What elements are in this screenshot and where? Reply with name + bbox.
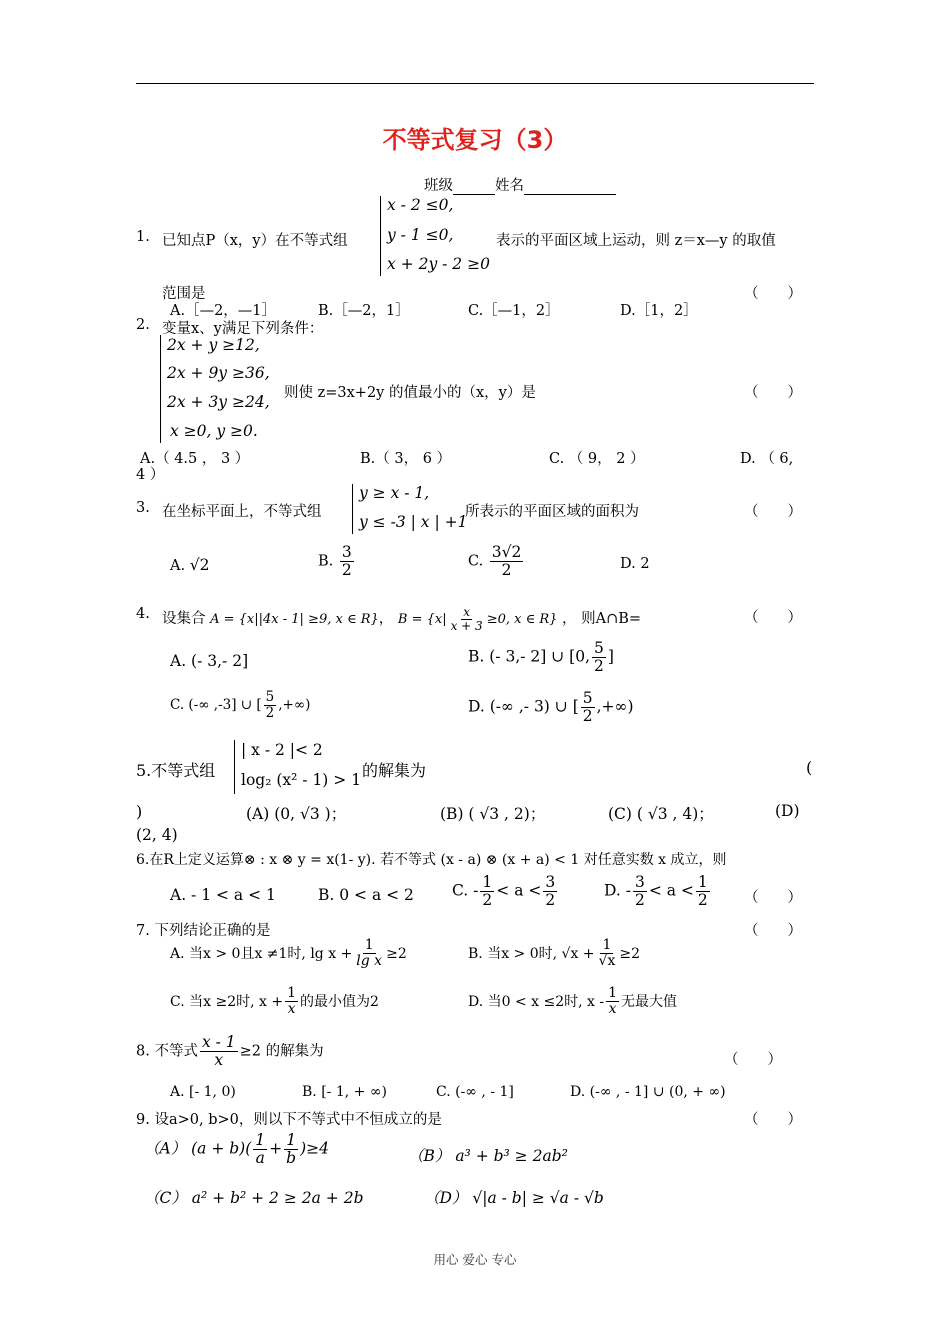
q5-option-d: (D) (775, 802, 800, 820)
q8-option-c: C. (-∞ , - 1] (436, 1084, 514, 1100)
q4-set-a: A = {x||4x - 1| ≥9, x ∈ R} (210, 612, 379, 628)
q3-number: 3. (136, 500, 150, 516)
q3-stem: 在坐标平面上，不等式组 (162, 504, 322, 520)
q5-option-a: (A) (0, √3 )； (246, 805, 347, 823)
header-rule (136, 83, 814, 84)
q1-option-c: C.［—1，2］ (468, 303, 560, 319)
q2-constraint-2: 2x + 9y ≥36, (167, 364, 270, 382)
page-title: 不等式复习（3） (382, 126, 568, 154)
q5-option-c: (C) ( √3 , 4)； (608, 805, 714, 823)
class-label: 班级 (424, 178, 453, 194)
q5-stem: 5.不等式组 (136, 761, 216, 780)
q8-stem: 8. 不等式 $\frac{x - 1}{x}$ ≥2 的解集为 (136, 1033, 324, 1070)
q8-option-b: B. [- 1, + ∞) (302, 1084, 387, 1100)
q4-answer-paren[interactable]: （ ） (744, 610, 802, 626)
q3-answer-paren[interactable]: （ ） (744, 504, 802, 520)
q1-stem-line2: 范围是 (162, 286, 206, 302)
q4-option-c: C. (-∞ ,-3] ∪ [ $\frac{5}{2}$ ,+∞) (170, 689, 311, 721)
q1-stem-tail: 表示的平面区域上运动，则 z＝x—y 的取值 (496, 233, 776, 249)
q5-answer-paren-open[interactable]: ( (806, 758, 813, 777)
q5-brace (234, 740, 235, 794)
q2-constraint-4: x ≥0, y ≥0. (170, 422, 258, 440)
q4-option-a: A. (- 3,- 2] (170, 652, 249, 670)
class-blank[interactable] (453, 194, 495, 195)
q6-stem: 6.在R上定义运算⊗ : x ⊗ y = x(1- y). 若不等式 (x - a) ⊗ (x + a) < 1 对任意实数 x 成立，则 (136, 852, 727, 868)
q2-brace (160, 335, 161, 443)
q4-option-b: B. (- 3,- 2] ∪ [0, $\frac{5}{2}$ ] (468, 639, 614, 676)
q4-number: 4. (136, 606, 150, 622)
q8-option-d: D. (-∞ , - 1] ∪ (0, + ∞) (570, 1084, 726, 1100)
q9-option-c: （C） a² + b² + 2 ≥ 2a + 2b (144, 1189, 364, 1207)
q7-option-c: C. 当x ≥2时, x + $\frac{1}{x}$ 的最小值为2 (170, 985, 379, 1018)
q3-option-a-value: √2 (189, 556, 210, 574)
q6-option-b: B. 0 < a < 2 (318, 886, 414, 904)
q2-question: 则使 z=3x+2y 的值最小的（x，y）是 (284, 385, 536, 401)
q6-option-a: A. - 1 < a < 1 (170, 886, 276, 904)
q2-constraint-1: 2x + y ≥12, (167, 336, 260, 354)
q1-number: 1. (136, 229, 150, 245)
q5-constraint-1: | x - 2 |< 2 (241, 741, 323, 759)
q8-answer-paren[interactable]: （ ） (724, 1052, 782, 1068)
q2-number: 2. (136, 317, 150, 333)
q7-answer-paren[interactable]: （ ） (744, 923, 802, 939)
q3-option-d: D. 2 (620, 556, 650, 572)
name-blank[interactable] (524, 194, 616, 195)
q6-option-d: D. - $\frac{3}{2}$ < a < $\frac{1}{2}$ (604, 873, 708, 910)
q4-option-d: D. (-∞ ,- 3) ∪ [ $\frac{5}{2}$ ,+∞) (468, 689, 634, 726)
q2-option-b: B.（ 3， 6 ） (360, 451, 452, 467)
q7-option-d: D. 当0 < x ≤2时, x - $\frac{1}{x}$ 无最大值 (468, 985, 678, 1018)
q6-option-c: C. - $\frac{1}{2}$ < a < $\frac{3}{2}$ (452, 873, 556, 910)
q9-stem: 9. 设a>0, b>0，则以下不等式中不恒成立的是 (136, 1112, 442, 1128)
q1-constraint-2: y - 1 ≤0, (387, 226, 454, 244)
q9-option-b: （B） a³ + b³ ≥ 2ab² (408, 1147, 568, 1165)
q1-stem: 已知点P（x，y）在不等式组 (162, 233, 348, 249)
q2-option-c: C. （ 9， 2 ） (549, 451, 645, 467)
q1-option-b: B.［—2，1］ (318, 303, 410, 319)
q2-option-d: D. （ 6, (740, 451, 794, 467)
q2-option-a: A.（ 4.5 ， 3 ） (140, 451, 250, 467)
q7-option-a: A. 当x > 0且x ≠1时, lg x + $\frac{1}{\text{lg x}}$ ≥2 (170, 937, 407, 970)
class-name-line (424, 174, 616, 195)
q3-constraint-2: y ≤ -3 | x | +1 (359, 513, 468, 531)
q9-answer-paren[interactable]: （ ） (744, 1112, 802, 1128)
q1-option-a: A.［—2，—1］ (170, 303, 277, 319)
q7-stem: 7. 下列结论正确的是 (136, 923, 271, 939)
q1-constraint-1: x - 2 ≤0, (387, 196, 454, 214)
q2-stem: 变量x、y满足下列条件： (162, 321, 324, 337)
q1-option-d: D.［1，2］ (620, 303, 698, 319)
q1-answer-paren[interactable]: （ ） (744, 286, 802, 302)
q3-option-c: C. $\frac{3√2}{2}$ (468, 543, 522, 580)
q6-answer-paren[interactable]: （ ） (744, 890, 802, 906)
q3-stem-tail: 所表示的平面区域的面积为 (465, 504, 639, 520)
q2-constraint-3: 2x + 3y ≥24, (167, 393, 270, 411)
q4-set-b: B = {x| $\frac{x}{x + 3}$ ≥0, x ∈ R} (397, 605, 558, 634)
q9-option-d: （D） √|a - b| ≥ √a - √b (424, 1189, 604, 1207)
q3-option-b: B. $\frac{3}{2}$ (318, 543, 352, 580)
q2-option-d-wrap: 4 ） (136, 467, 165, 483)
q5-option-b: (B) ( √3 , 2)； (440, 805, 546, 823)
page-footer: 用心 爱心 专心 (433, 1252, 517, 1267)
q5-option-d-wrap: (2, 4) (136, 826, 178, 844)
q5-stem-tail: 的解集为 (362, 761, 427, 780)
q9-option-a: （A） (a + b)( $\frac{1}{a}$ + $\frac{1}{b}$ )≥4 (144, 1131, 329, 1168)
q3-brace (352, 484, 353, 534)
q8-option-a: A. [- 1, 0) (170, 1084, 236, 1100)
q5-constraint-2: log₂ (x² - 1) > 1 (241, 771, 362, 789)
q7-option-b: B. 当x > 0时, √x + $\frac{1}{√x}$ ≥2 (468, 937, 640, 970)
q4-stem: 设集合 A = {x||4x - 1| ≥9, x ∈ R}， B = {x| $\frac{x}{x + 3}$ ≥0, x ∈ R} ， 则A∩B= (162, 605, 642, 634)
q3-option-a: A. √2 (170, 556, 210, 574)
name-label: 姓名 (495, 178, 524, 194)
q1-brace (380, 196, 381, 276)
q2-answer-paren[interactable]: （ ） (744, 385, 802, 401)
q5-answer-paren-close[interactable]: ) (136, 802, 143, 821)
q1-constraint-3: x + 2y - 2 ≥0 (387, 255, 490, 273)
q3-constraint-1: y ≥ x - 1, (359, 484, 430, 502)
